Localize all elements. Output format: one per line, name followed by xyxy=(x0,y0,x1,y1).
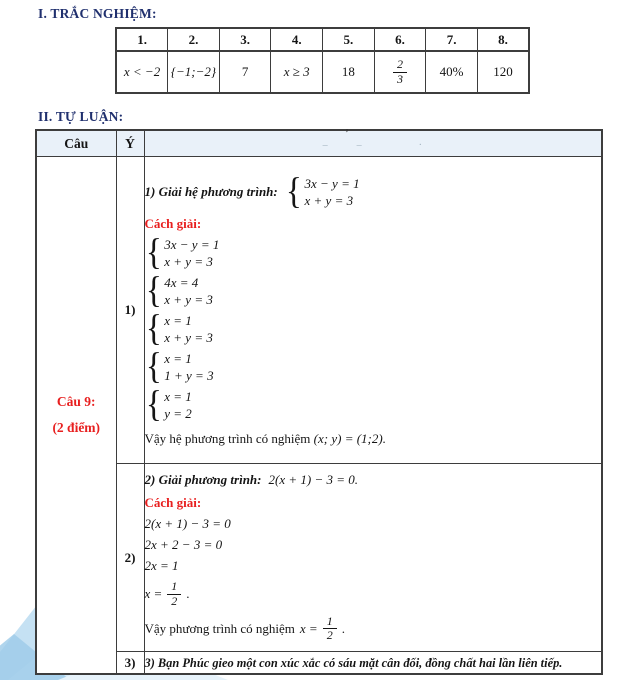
system-equations xyxy=(164,388,192,422)
system-step xyxy=(145,384,602,426)
system-equations xyxy=(164,236,219,270)
mc-answer-cell xyxy=(168,51,220,93)
fraction-numerator: 2 xyxy=(393,58,407,73)
col-header-content xyxy=(144,130,602,157)
col-header-cau: Câu xyxy=(36,130,116,157)
part2-solution-heading: Cách giải: xyxy=(144,494,202,510)
mc-answer-cell xyxy=(116,51,168,93)
part1-solution-cell xyxy=(144,157,602,464)
mc-header-cell: 1. xyxy=(116,28,168,51)
header-faint-marks: – – · xyxy=(322,139,423,151)
part1-problem-statement xyxy=(144,171,602,213)
mc-answer-cell xyxy=(374,51,426,93)
equation-line: x + y = 3 xyxy=(164,254,213,269)
essay-row-part2 xyxy=(36,464,602,652)
equation-system xyxy=(145,232,220,274)
system-brace: { xyxy=(145,346,162,388)
mc-header-cell: 4. xyxy=(271,28,323,51)
mc-answer-text: 40% xyxy=(439,64,464,79)
equation-system xyxy=(145,384,192,426)
mc-header-cell: 7. xyxy=(426,28,478,51)
equation-line: x = 1 xyxy=(164,313,192,328)
fraction-numerator: 1 xyxy=(167,580,181,595)
part1-system-steps xyxy=(145,232,602,426)
part2-intro-text: 2) Giải phương trình: xyxy=(144,471,262,487)
system-step xyxy=(145,308,602,350)
equation-line: x = 1 xyxy=(164,389,192,404)
mc-answer-cell xyxy=(271,51,323,93)
part2-intro-equation: 2(x + 1) − 3 = 0. xyxy=(268,471,358,487)
equation-step: 2x + 2 − 3 = 0 xyxy=(144,536,223,552)
part2-problem-statement xyxy=(145,472,602,488)
mc-answer-cell xyxy=(323,51,375,93)
fraction-numerator: 1 xyxy=(323,615,337,630)
equation-step: 2(x + 1) − 3 = 0 xyxy=(144,515,231,531)
multiple-choice-answer-table xyxy=(115,27,530,94)
mc-answer-text: 18 xyxy=(341,64,355,79)
part2-conclusion-fraction-slot xyxy=(323,615,337,644)
equation-step: 2x = 1 xyxy=(144,557,179,573)
part3-solution-cell xyxy=(144,652,602,675)
question-number-cell xyxy=(36,157,116,675)
equation-system xyxy=(145,270,213,312)
system-brace: { xyxy=(145,308,162,350)
part1-solution-heading: Cách giải: xyxy=(144,216,202,231)
mc-answer-row xyxy=(116,51,529,93)
essay-row-part3 xyxy=(36,652,602,675)
essay-answer-table xyxy=(35,129,603,675)
equation-system xyxy=(145,308,213,350)
mc-answer-math: x < −2 xyxy=(123,64,161,79)
system-step xyxy=(145,270,602,312)
fraction xyxy=(323,615,337,644)
part1-intro-system-slot xyxy=(285,171,360,213)
section-1-heading: I. TRẮC NGHIỆM: xyxy=(38,6,157,21)
system-equations xyxy=(164,312,213,346)
system-step xyxy=(145,232,602,274)
part2-y-label: 2) xyxy=(116,464,144,652)
essay-header-row xyxy=(36,130,602,157)
equation-line: x = 1 xyxy=(164,351,192,366)
question-label: Câu 9: xyxy=(56,394,96,409)
part1-y-label: 1) xyxy=(116,157,144,464)
mc-header-cell: 2. xyxy=(168,28,220,51)
system-equations xyxy=(305,175,360,209)
equation-line: x + y = 3 xyxy=(164,292,213,307)
mc-header-cell: 8. xyxy=(477,28,529,51)
system-equations xyxy=(164,274,213,308)
equation-line: 4x = 4 xyxy=(164,275,199,290)
mc-answer-cell xyxy=(426,51,478,93)
system-brace: { xyxy=(145,232,162,274)
fraction-denominator: 2 xyxy=(326,628,333,643)
equation-line: 3x − y = 1 xyxy=(304,176,360,191)
mc-header-row xyxy=(116,28,529,51)
system-step xyxy=(145,346,602,388)
mc-answer-text: 7 xyxy=(241,64,249,79)
part1-conclusion: Vậy hệ phương trình có nghiệm (x; y) = (1;2). xyxy=(144,431,386,446)
part3-y-label: 3) xyxy=(116,652,144,675)
equation-system xyxy=(145,346,214,388)
system-brace: { xyxy=(285,171,302,213)
part3-problem-statement: 3) Bạn Phúc gieo một con xúc xắc có sáu mặt cân đối, đồng chất hai lần liên tiếp. xyxy=(144,655,563,670)
mc-answer-math: x ≥ 3 xyxy=(283,64,310,79)
equation-line: 3x − y = 1 xyxy=(164,237,220,252)
mc-answer-cell xyxy=(219,51,271,93)
equation-line: y = 2 xyxy=(164,406,192,421)
part2-conclusion: Vậy phương trình có nghiệm x = $\frac{1}{2}$ . xyxy=(144,613,345,643)
mc-answer-text: 120 xyxy=(493,64,513,79)
mc-header-cell: 5. xyxy=(323,28,375,51)
col-header-y: Ý xyxy=(116,130,144,157)
system-brace: { xyxy=(145,384,162,426)
equation-line: x + y = 3 xyxy=(304,193,354,208)
section-2-heading: II. TỰ LUẬN: xyxy=(38,109,124,124)
part2-result-line: x = $\frac{1}{2}$ . xyxy=(144,578,190,608)
equation-system xyxy=(285,171,360,213)
part1-intro-text: 1) Giải hệ phương trình: xyxy=(144,184,278,199)
fraction-denominator: 2 xyxy=(171,593,178,608)
fraction xyxy=(167,580,181,609)
mc-answer-cell xyxy=(477,51,529,93)
part2-equation-steps xyxy=(145,516,602,574)
equation-line: x + y = 3 xyxy=(164,330,213,345)
mc-answer-math: {−1;−2} xyxy=(170,64,217,79)
part2-result-fraction-slot xyxy=(167,580,181,609)
mc-header-cell: 6. xyxy=(374,28,426,51)
question-points: (2 điểm) xyxy=(52,420,101,435)
fraction xyxy=(393,58,407,87)
system-brace: { xyxy=(145,270,162,312)
part2-solution-cell xyxy=(144,464,602,652)
equation-line: 1 + y = 3 xyxy=(164,368,214,383)
essay-row-part1 xyxy=(36,157,602,464)
header-tick-mark: ʼ xyxy=(345,128,349,139)
system-equations xyxy=(164,350,213,384)
mc-header-cell: 3. xyxy=(219,28,271,51)
fraction-denominator: 3 xyxy=(396,71,403,86)
